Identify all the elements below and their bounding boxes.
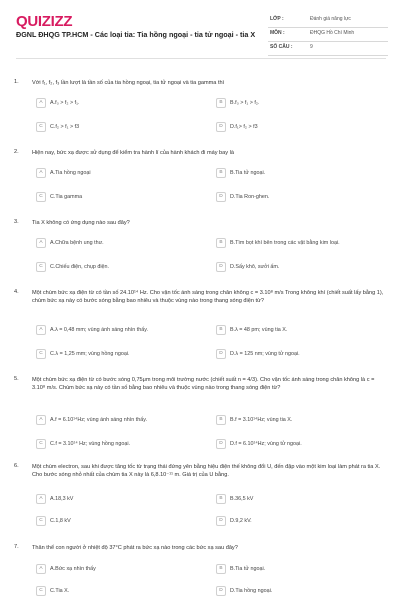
question-text: Tia X không có ứng dụng nào sau đây? <box>32 220 130 226</box>
option-b[interactable] <box>216 325 386 335</box>
question-number: 7. <box>14 544 19 550</box>
option-a[interactable] <box>36 238 206 248</box>
option-text: D.9,2 kV. <box>230 517 252 524</box>
option-b[interactable] <box>216 564 386 574</box>
question-text: Hiện nay, bức xạ được sử dụng để kiểm tra hành lí của hành khách đi máy bay là <box>32 150 234 156</box>
option-text: C.Tia gamma <box>50 193 83 200</box>
option-d[interactable] <box>216 192 386 202</box>
meta-row-class <box>268 14 388 28</box>
option-text: B.Tìm bọt khí bên trong các vật bằng kim loại. <box>230 239 340 246</box>
worksheet-header <box>0 0 400 50</box>
option-a[interactable] <box>36 415 206 425</box>
question-text: Thân thể con người ở nhiệt độ 37°C phát ra bức xạ nào trong các bức xạ sau đây? <box>32 545 238 551</box>
option-letter: D <box>216 192 226 202</box>
question-number: 5. <box>14 376 19 382</box>
option-letter: A <box>36 494 46 504</box>
option-letter: D <box>216 586 226 596</box>
option-text: B.36,5 kV <box>230 495 254 502</box>
option-letter: B <box>216 494 226 504</box>
quizizz-logo: QUIZIZZ <box>16 13 73 30</box>
option-letter: A <box>36 168 46 178</box>
worksheet-title: ĐGNL ĐHQG TP.HCM - Các loại tia: Tia hồng ngoại - tia tử ngoại - tia X <box>16 30 256 39</box>
option-d[interactable] <box>216 122 386 132</box>
option-d[interactable] <box>216 262 386 272</box>
option-d[interactable] <box>216 586 386 596</box>
meta-value: ĐHQG Hồ Chí Minh <box>310 30 355 36</box>
option-b[interactable] <box>216 168 386 178</box>
meta-row-count <box>268 42 388 56</box>
option-b[interactable] <box>216 238 386 248</box>
option-text: D.f = 6.10¹⁴Hz; vùng tử ngoại. <box>230 440 302 447</box>
option-letter: A <box>36 98 46 108</box>
option-text: B.Tia tử ngoại. <box>230 565 266 572</box>
option-letter: A <box>36 238 46 248</box>
option-d[interactable] <box>216 439 386 449</box>
option-c[interactable] <box>36 192 206 202</box>
option-text: B.Tia tử ngoại. <box>230 169 266 176</box>
option-text: D.f₁> f₂ > f3 <box>230 123 258 130</box>
option-letter: B <box>216 98 226 108</box>
option-b[interactable] <box>216 494 386 504</box>
meta-label: MÔN : <box>270 30 285 36</box>
option-text: D.Sấy khô, sưởi ấm. <box>230 263 280 270</box>
option-letter: B <box>216 325 226 335</box>
question-text: Một chùm bức xạ điện từ có bước sóng 0,75μm trong môi trường nước (chiết suất n = 4/3). Cho vận tốc ánh sáng trong chân không là c = 3.10⁸ m/s. Chùm bức xạ này có tần số bằng bao nhiêu và thuộc vùng nào trong thang sóng điện từ? <box>32 377 375 392</box>
meta-value: 9 <box>310 44 313 50</box>
option-a[interactable] <box>36 98 206 108</box>
option-letter: A <box>36 415 46 425</box>
option-text: A.Bức xạ nhìn thấy <box>50 565 96 572</box>
option-text: C.Tia X. <box>50 587 70 594</box>
option-text: D.Tia hồng ngoại. <box>230 587 273 594</box>
meta-row-subject <box>268 28 388 42</box>
option-text: C.λ = 1,25 mm; vùng hồng ngoại. <box>50 350 130 357</box>
option-text: B.f = 3.10¹⁴Hz; vùng tia X. <box>230 416 293 423</box>
option-text: C.Chiếu điện, chụp điện. <box>50 263 110 270</box>
option-letter: D <box>216 349 226 359</box>
option-b[interactable] <box>216 98 386 108</box>
option-letter: A <box>36 325 46 335</box>
option-letter: C <box>36 439 46 449</box>
option-text: A.18,3 kV <box>50 495 74 502</box>
meta-label: LỚP : <box>270 16 284 22</box>
option-a[interactable] <box>36 564 206 574</box>
option-c[interactable] <box>36 349 206 359</box>
option-letter: A <box>36 564 46 574</box>
header-divider <box>16 58 386 59</box>
question-text: Một chùm bức xạ điện từ có tần số 24.10¹⁴ Hz. Cho vận tốc ánh sáng trong chân không c = 3.10⁸ m/s Trong không khí (chiết suất lấy bằng 1), chùm bức xạ này có bước sóng bằng bao nhiêu và thuộc vùng nào trong thang sóng điện từ? <box>32 290 384 305</box>
option-text: C.f = 3.10¹⁴ Hz; vùng hồng ngoại. <box>50 440 131 447</box>
question-number: 2. <box>14 149 19 155</box>
option-text: A.λ = 0,48 mm; vùng ánh sáng nhìn thấy. <box>50 326 149 333</box>
option-d[interactable] <box>216 349 386 359</box>
option-text: A.f₃ > f₂ > f₁. <box>50 99 80 106</box>
option-letter: C <box>36 516 46 526</box>
option-c[interactable] <box>36 586 206 596</box>
option-text: C.f₂ > f₁ > f3 <box>50 123 80 130</box>
option-letter: D <box>216 439 226 449</box>
option-c[interactable] <box>36 516 206 526</box>
question-number: 3. <box>14 219 19 225</box>
question-text: Với f₁, f₂, f₃ lần lượt là tần số của tia hồng ngoại, tia tử ngoại và tia gamma thì <box>32 80 225 86</box>
option-text: C.1,8 kV <box>50 517 71 524</box>
option-text: A.f = 6.10¹⁴Hz; vùng ánh sáng nhìn thấy. <box>50 416 148 423</box>
option-letter: C <box>36 262 46 272</box>
option-a[interactable] <box>36 494 206 504</box>
option-letter: C <box>36 122 46 132</box>
meta-label: SỐ CÂU : <box>270 44 293 50</box>
question-number: 1. <box>14 79 19 85</box>
option-letter: B <box>216 168 226 178</box>
option-c[interactable] <box>36 439 206 449</box>
option-c[interactable] <box>36 122 206 132</box>
option-letter: C <box>36 192 46 202</box>
option-a[interactable] <box>36 168 206 178</box>
option-letter: C <box>36 586 46 596</box>
option-letter: B <box>216 564 226 574</box>
option-text: B.f₃ > f₁ > f₂. <box>230 99 260 106</box>
question-number: 4. <box>14 289 19 295</box>
option-text: A.Tia hồng ngoại <box>50 169 91 176</box>
question-text: Một chùm electron, sau khi được tăng tốc từ trạng thái đứng yên bằng hiệu điện thế không đổi U, đến đập vào một kim loại làm phát ra tia X. Cho bước sóng nhỏ nhất của chùm tia X này là 6,8.10⁻¹¹ m. Giá trị của U bằng. <box>32 464 381 479</box>
option-letter: B <box>216 415 226 425</box>
question-number: 6. <box>14 463 19 469</box>
worksheet-meta <box>268 14 388 56</box>
option-text: B.λ = 48 pm; vùng tia X. <box>230 326 288 333</box>
option-d[interactable] <box>216 516 386 526</box>
option-letter: D <box>216 516 226 526</box>
option-c[interactable] <box>36 262 206 272</box>
option-text: A.Chữa bệnh ung thư. <box>50 239 104 246</box>
option-letter: C <box>36 349 46 359</box>
option-b[interactable] <box>216 415 386 425</box>
option-text: D.Tia Ron-ghen. <box>230 193 270 200</box>
option-letter: B <box>216 238 226 248</box>
option-letter: D <box>216 262 226 272</box>
option-a[interactable] <box>36 325 206 335</box>
option-letter: D <box>216 122 226 132</box>
option-text: D.λ = 125 nm; vùng tử ngoại. <box>230 350 300 357</box>
meta-value: Đánh giá năng lực <box>310 16 351 22</box>
